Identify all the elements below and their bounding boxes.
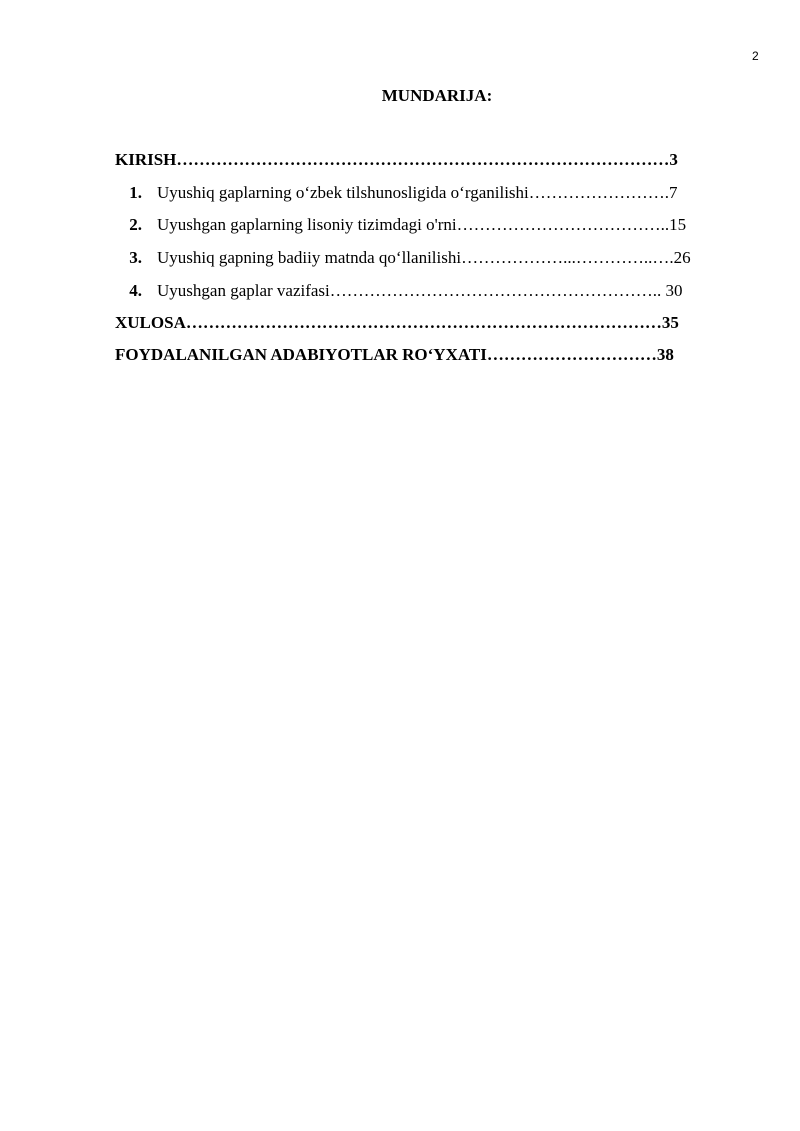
toc-entry-2 [115, 215, 686, 235]
toc-entry-number: 3. [129, 248, 142, 267]
toc-entry-number: 1. [129, 183, 142, 202]
toc-entry-text: Uyushgan gaplar vazifasi………………………………………………….. 30 [157, 281, 683, 300]
toc-entry-references [115, 345, 674, 365]
toc-entry-text: XULOSA…………………………………………………………………………35 [115, 313, 679, 332]
toc-entry-text: KIRISH……………………………………………………………………………3 [115, 150, 678, 169]
page-number: 2 [752, 49, 759, 63]
toc-entry-number: 4. [129, 281, 142, 300]
toc-entry-4 [115, 281, 683, 301]
toc-title: MUNDARIJA: [381, 86, 493, 105]
toc-entry-1 [115, 183, 678, 203]
toc-entry-3 [115, 248, 691, 268]
toc-entry-text: FOYDALANILGAN ADABIYOTLAR RO‘YXATI…………………………38 [115, 345, 674, 364]
toc-entry-conclusion [115, 313, 679, 333]
toc-entry-intro [115, 150, 678, 170]
toc-entry-text: Uyushiq gaplarning o‘zbek tilshunosligida o‘rganilishi…………………….7 [157, 183, 678, 202]
toc-entry-number: 2. [129, 215, 142, 234]
toc-entry-text: Uyushiq gapning badiiy matnda qo‘llanilishi………………...…………..….26 [157, 248, 691, 267]
toc-entry-text: Uyushgan gaplarning lisoniy tizimdagi o'rni………………………………..15 [157, 215, 687, 234]
